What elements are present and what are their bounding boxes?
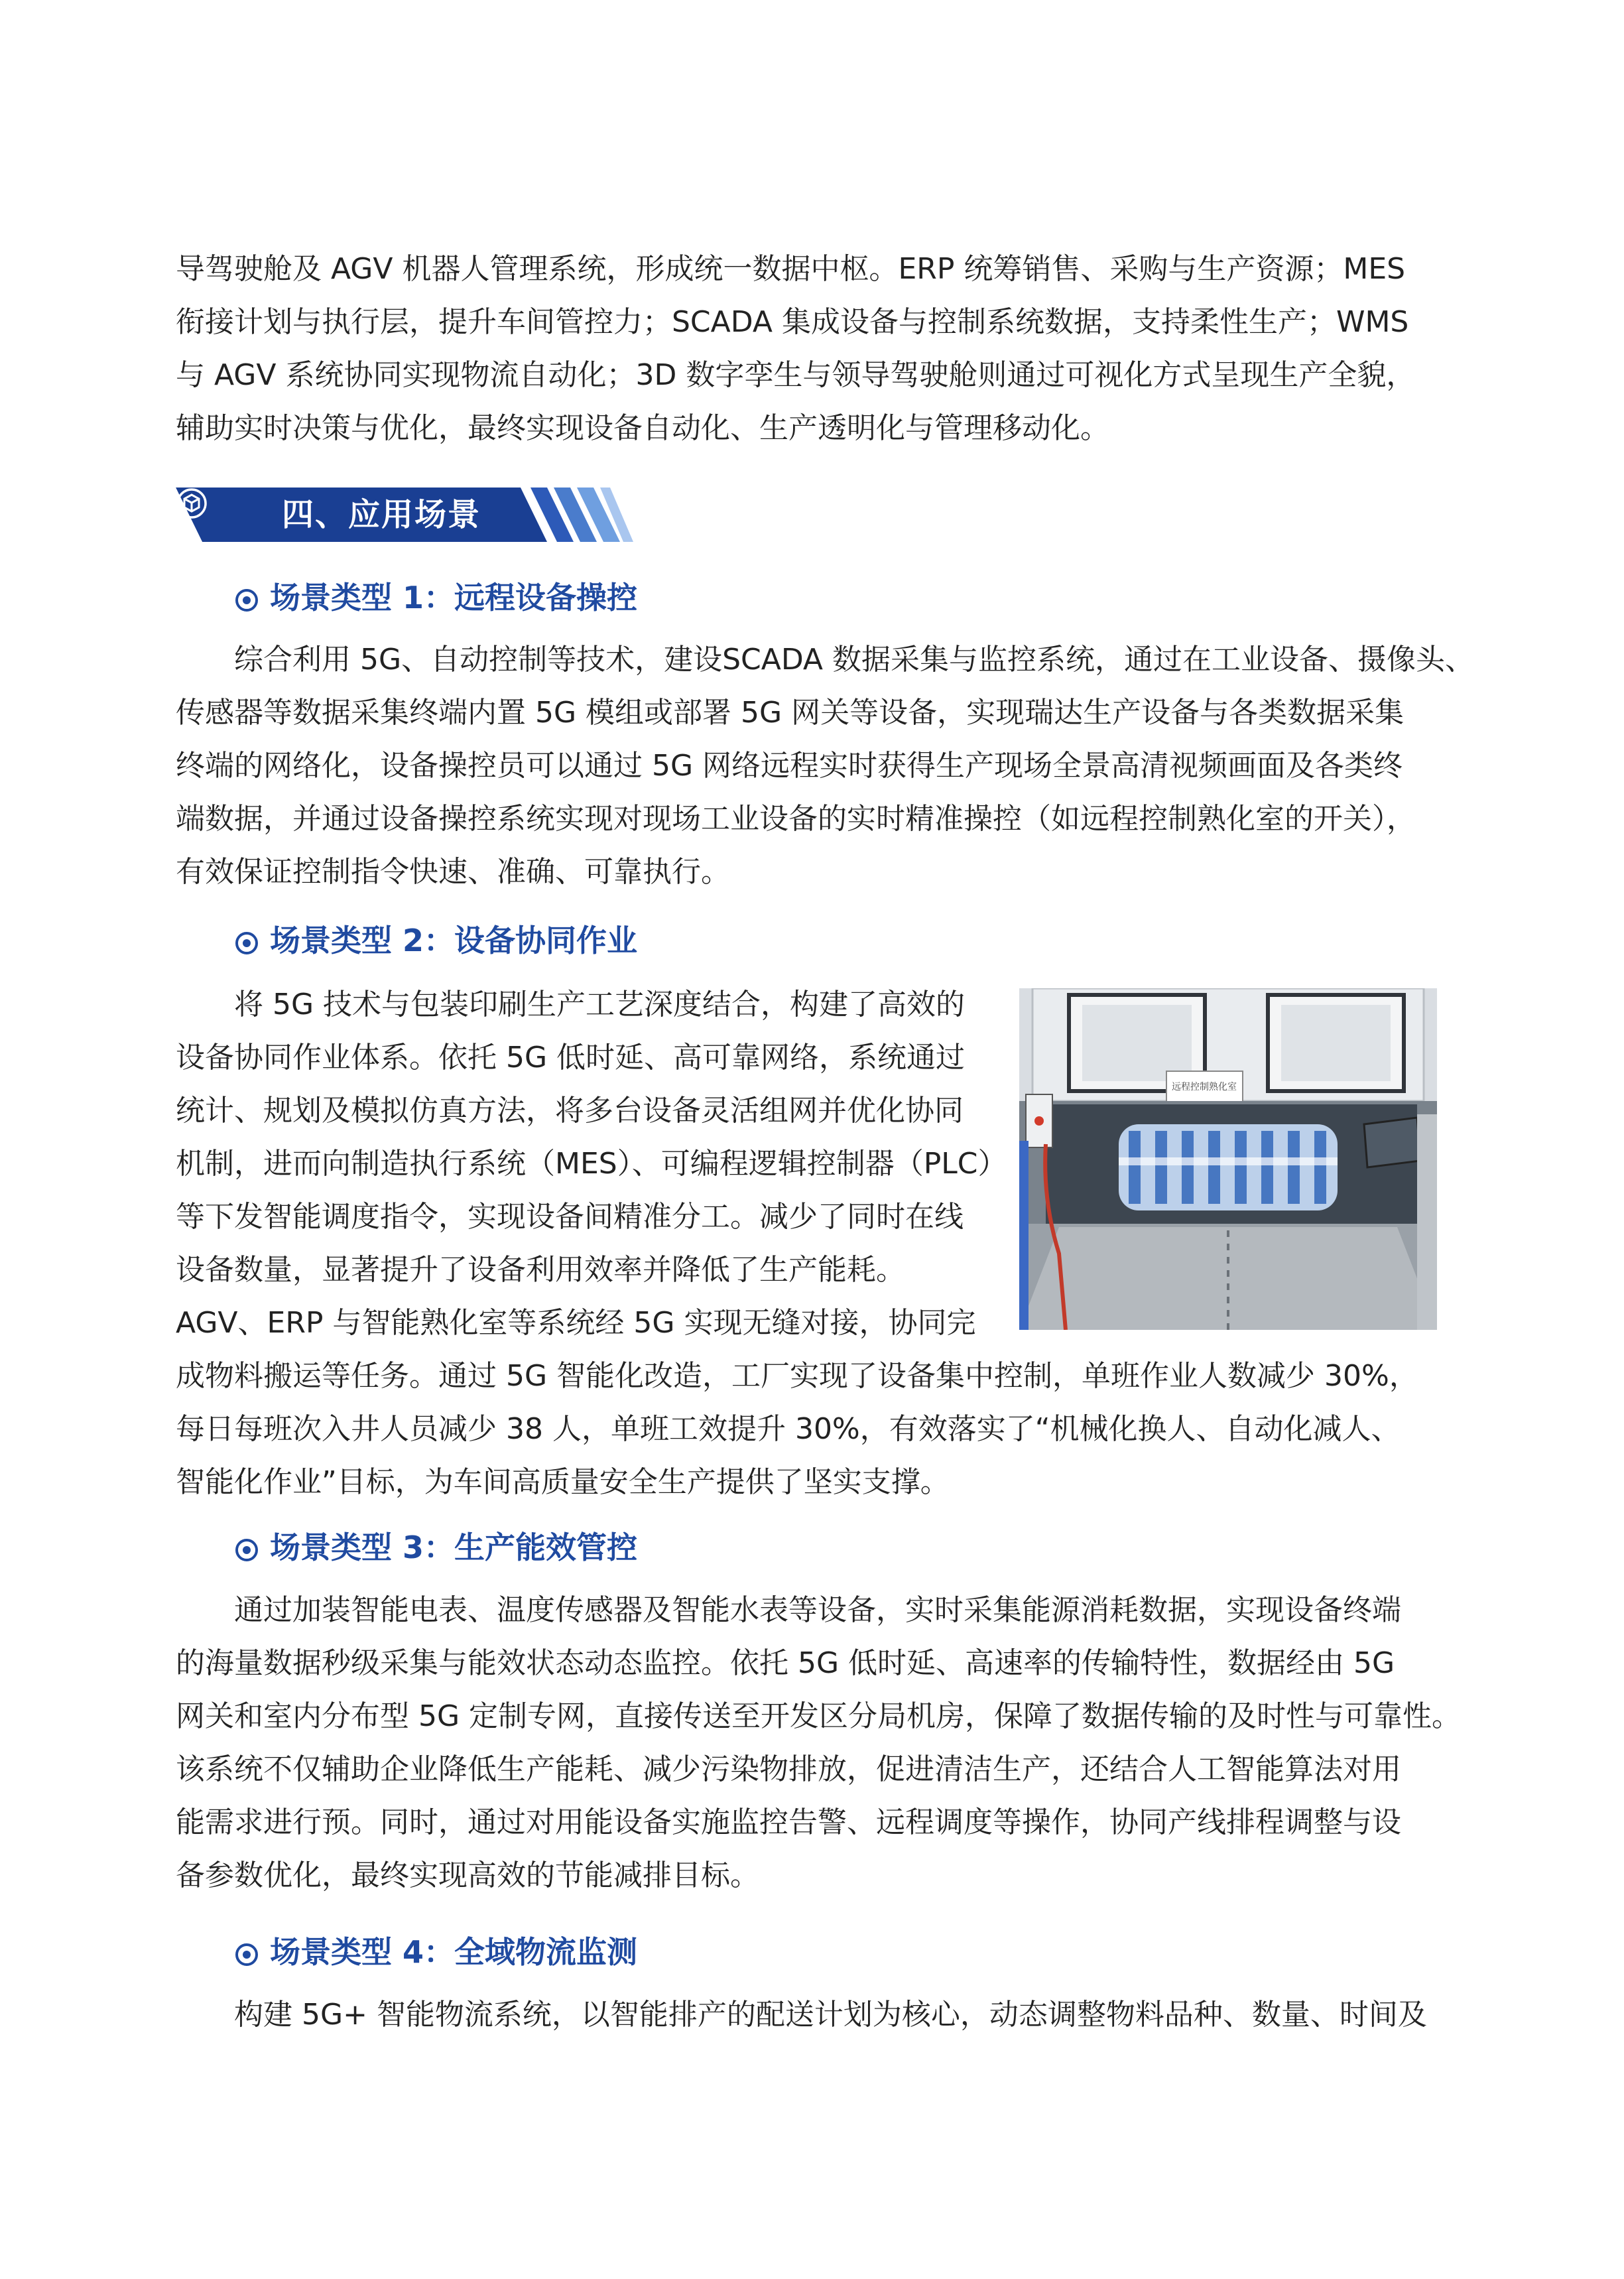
text-line: 通过加装智能电表、温度传感器及智能水表等设备，实时采集能源消耗数据，实现设备终端 [234,1593,1401,1627]
cube-icon [176,488,208,519]
section-banner [176,488,633,542]
text-line: AGV、ERP 与智能熟化室等系统经 5G 实现无缝对接，协同完 [176,1306,976,1340]
section-title: 四、应用场景 [282,496,481,533]
scene-heading [235,574,637,621]
text-line: 该系统不仅辅助企业降低生产能耗、减少污染物排放，促进清洁生产，还结合人工智能算法对用 [176,1752,1401,1786]
target-icon [235,1539,258,1561]
target-icon [235,589,258,612]
text-line: 传感器等数据采集终端内置 5G 模组或部署 5G 网关等设备，实现瑞达生产设备与各类数据采集 [176,696,1405,730]
text-line: 设备协同作业体系。依托 5G 低时延、高可靠网络，系统通过 [176,1041,966,1074]
text-line: 将 5G 技术与包装印刷生产工艺深度结合，构建了高效的 [234,988,966,1021]
text-line: 的海量数据秒级采集与能效状态动态监控。依托 5G 低时延、高速率的传输特性，数据经由 5G [176,1646,1395,1680]
scene-heading-text: 场景类型 4：全域物流监测 [270,1934,638,1970]
text-line: 能需求进行预。同时，通过对用能设备实施监控告警、远程调度等操作，协同产线排程调整与设 [176,1805,1401,1839]
text-line: 网关和室内分布型 5G 定制专网，直接传送至开发区分局机房，保障了数据传输的及时性与可靠性。 [176,1699,1462,1733]
intro-paragraph [176,243,1442,455]
scene2-paragraph-full [176,1350,1442,1509]
scene2-paragraph-narrow [176,978,1007,1350]
text-line: 每日每班次入井人员减少 38 人，单班工效提升 30%，有效落实了“机械化换人、自动化减人、 [176,1412,1401,1446]
text-line: 成物料搬运等任务。通过 5G 智能化改造，工厂实现了设备集中控制，单班作业人数减少 30%， [176,1359,1418,1393]
text-line: 设备数量，显著提升了设备利用效率并降低了生产能耗。 [176,1253,905,1287]
text-line: 辅助实时决策与优化，最终实现设备自动化、生产透明化与管理移动化。 [176,411,1109,445]
text-line: 智能化作业”目标，为车间高质量安全生产提供了坚实支撑。 [176,1465,950,1499]
text-line: 导驾驶舱及 AGV 机器人管理系统，形成统一数据中枢。ERP 统筹销售、采购与生产资源；MES [176,252,1406,286]
text-line: 与 AGV 系统协同实现物流自动化；3D 数字孪生与领导驾驶舱则通过可视化方式呈现生产全貌， [176,358,1416,392]
scene-heading-text: 场景类型 1：远程设备操控 [270,580,638,616]
text-line: 统计、规划及模拟仿真方法，将多台设备灵活组网并优化协同 [176,1094,964,1128]
scene-heading-text: 场景类型 2：设备协同作业 [270,923,638,958]
text-line: 机制，进而向制造执行系统（MES）、可编程逻辑控制器（PLC） [176,1147,1007,1181]
equipment-photo-drawing [1019,988,1437,1330]
text-line: 备参数优化，最终实现高效的节能减排目标。 [176,1858,759,1892]
scene-heading [235,1929,637,1975]
scene-heading-text: 场景类型 3：生产能效管控 [270,1530,638,1565]
text-line: 有效保证控制指令快速、准确、可靠执行。 [176,855,730,889]
text-line: 衔接计划与执行层，提升车间管控力；SCADA 集成设备与控制系统数据，支持柔性生产；WMS [176,305,1409,339]
scene-heading [235,917,637,964]
scene4-paragraph [176,1988,1442,2042]
text-line: 等下发智能调度指令，实现设备间精准分工。减少了同时在线 [176,1200,964,1234]
text-line: 构建 5G+ 智能物流系统，以智能排产的配送计划为核心，动态调整物料品种、数量、时间及 [234,1998,1427,2032]
text-line: 端数据，并通过设备操控系统实现对现场工业设备的实时精准操控（如远程控制熟化室的开关）， [176,802,1416,836]
equipment-photo [1019,988,1437,1330]
scene1-paragraph [176,633,1475,899]
target-icon [235,932,258,954]
text-line: 综合利用 5G、自动控制等技术，建设SCADA 数据采集与监控系统，通过在工业设备、摄像头、 [234,643,1475,677]
text-line: 终端的网络化，设备操控员可以通过 5G 网络远程实时获得生产现场全景高清视频画面及各类终 [176,749,1403,783]
photo-sign-text: 远程控制熟化室 [1172,1082,1237,1092]
scene3-paragraph [176,1584,1462,1902]
scene-heading [235,1524,637,1571]
target-icon [235,1943,258,1966]
